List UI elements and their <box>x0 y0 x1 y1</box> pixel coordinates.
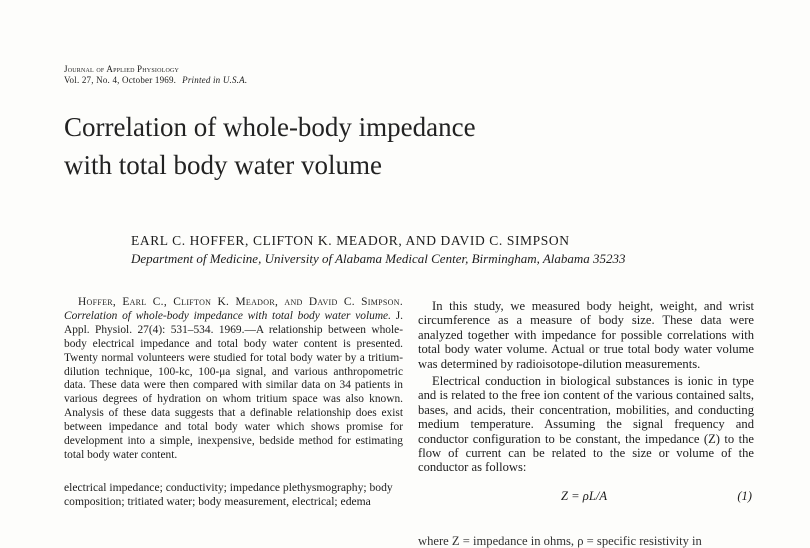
journal-header <box>64 64 247 86</box>
journal-name: Journal of Applied Physiology <box>64 64 180 74</box>
author-list: EARL C. HOFFER, CLIFTON K. MEADOR, AND DAVID C. SIMPSON <box>131 233 570 248</box>
keywords: electrical impedance; conductivity; impedance plethysmography; body composition; tritiated water; body measurement, electrical; edema <box>64 480 393 508</box>
equation-formula: Z = ρL/A <box>561 488 608 503</box>
equation-number: (1) <box>737 488 752 503</box>
title-line-2: with total body water volume <box>64 150 382 180</box>
abstract-body: —A relationship between whole-body electrical impedance and total body water content is presented. Twenty normal volunteers were studied for total body water by a tritium-dilution technique, 100-kc, 100-μa signal, and various anthropometric data. These data were then compared with similar data on 34 patients in various degrees of hydration on whom tritium space was also known. Analysis of these data suggests that a definable relationship does exist between impedance and total body water which shows promise for development into a simple, inexpensive, bedside method for estimating total body water content. <box>64 323 404 461</box>
affiliation: Department of Medicine, University of Alabama Medical Center, Birmingham, Alabama 35233 <box>131 251 626 266</box>
citation-authors: Hoffer, Earl C., Clifton K. Meador, and David C. Simpson. <box>78 296 403 308</box>
journal-volume-line <box>64 75 247 86</box>
title-line-1: Correlation of whole-body impedance <box>64 112 476 142</box>
citation-source: J. Appl. Physiol. 27(4): 531–534. 1969. <box>64 309 403 336</box>
journal-volume: Vol. 27, No. 4, October 1969. <box>64 75 177 85</box>
left-column <box>64 296 403 509</box>
abstract <box>64 296 403 463</box>
citation-title: Correlation of whole-body impedance with total body water volume. <box>64 309 391 322</box>
cut-off-line: where Z = impedance in ohms, ρ = specific resistivity in <box>418 534 702 548</box>
printed-note: Printed in U.S.A. <box>182 75 248 85</box>
body-paragraph-2: Electrical conduction in biological substances is ionic in type and is related to the free ion content of the various contained salts, bases, and acids, their concentration, mobilities, and conducting medium temperature. Assuming the signal frequency and conductor configuration to be constant, the impedance (Z) to the flow of current can be related to the size or volume of the conductor as follows: <box>418 374 754 475</box>
paper-title <box>64 108 476 184</box>
equation-1 <box>418 489 754 509</box>
body-paragraph-1: In this study, we measured body height, weight, and wrist circumference as a measure of body size. These data were analyzed together with impedance for possible correlations with total body water volume. Actual or true total body water volume was determined by radioisotope-dilution measurements. <box>418 299 754 371</box>
right-column <box>418 299 754 509</box>
